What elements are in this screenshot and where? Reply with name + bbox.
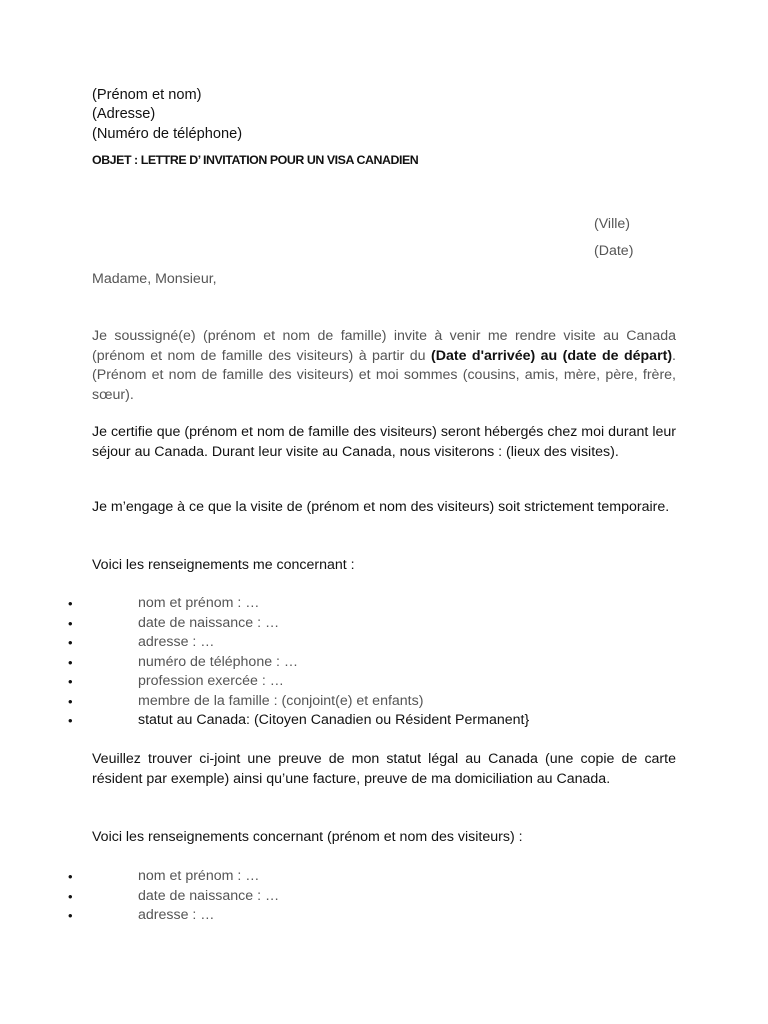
paragraph-invitation-text-b: . (Prénom et nom de famille des visiteurs) et moi sommes (cousins, amis, mère, père, frère, sœur).	[92, 347, 676, 403]
paragraph-invitation-text-a: Je soussigné(e) (prénom et nom de famille) invite à venir me rendre visite au Canada (prénom et nom de famille des visiteurs) à partir du	[92, 328, 676, 364]
list-item: • numéro de téléphone : …	[68, 653, 688, 673]
paragraph-proof: Veuillez trouver ci-joint une preuve de mon statut légal au Canada (une copie de carte résident par exemple) ainsi qu’une facture, preuve de ma domiciliation au Canada.	[92, 751, 676, 787]
bullet-icon: •	[68, 908, 73, 923]
list-item: • date de naissance : …	[68, 887, 688, 907]
list-item: • adresse : …	[68, 906, 688, 926]
sender-address: (Adresse)	[92, 106, 156, 122]
bullet-icon: •	[68, 654, 73, 670]
bullet-icon: •	[68, 674, 73, 689]
list-item: • profession exercée : …	[68, 672, 688, 692]
visitor-info-intro: Voici les renseignements concernant (prénom et nom des visiteurs) :	[92, 829, 523, 845]
visitor-info-list	[68, 867, 688, 926]
host-info-intro: Voici les renseignements me concernant :	[92, 557, 355, 573]
list-item: • membre de la famille : (conjoint(e) et enfants)	[68, 692, 688, 712]
date-placeholder: (Date)	[594, 243, 634, 259]
bullet-icon: •	[68, 713, 73, 728]
bullet-icon: •	[68, 693, 73, 709]
paragraph-commitment: Je m’engage à ce que la visite de (prénom et nom des visiteurs) soit strictement temporaire.	[92, 499, 670, 515]
bullet-icon: •	[68, 888, 73, 904]
sender-name: (Prénom et nom)	[92, 87, 202, 103]
city-placeholder: (Ville)	[594, 216, 631, 232]
bullet-icon: •	[68, 615, 73, 631]
list-item: • statut au Canada: (Citoyen Canadien ou Résident Permanent}	[68, 711, 688, 731]
salutation: Madame, Monsieur,	[92, 271, 217, 287]
bullet-icon: •	[68, 596, 73, 611]
paragraph-lodging: Je certifie que (prénom et nom de famille des visiteurs) seront hébergés chez moi durant leur séjour au Canada. Durant leur visite au Canada, nous visiterons : (lieux des visites).	[92, 424, 676, 460]
paragraph-invitation-dates: (Date d'arrivée) au (date de départ)	[431, 347, 673, 364]
list-item: • date de naissance : …	[68, 614, 688, 634]
sender-phone: (Numéro de téléphone)	[92, 126, 243, 142]
list-item: • nom et prénom : …	[68, 594, 688, 614]
bullet-icon: •	[68, 869, 73, 884]
paragraph-invitation	[92, 327, 676, 405]
object-line: OBJET : LETTRE D’ INVITATION POUR UN VISA CANADIEN	[92, 153, 419, 167]
list-item: • adresse : …	[68, 633, 688, 653]
list-item: • nom et prénom : …	[68, 867, 688, 887]
bullet-icon: •	[68, 635, 73, 650]
host-info-list	[68, 594, 688, 731]
